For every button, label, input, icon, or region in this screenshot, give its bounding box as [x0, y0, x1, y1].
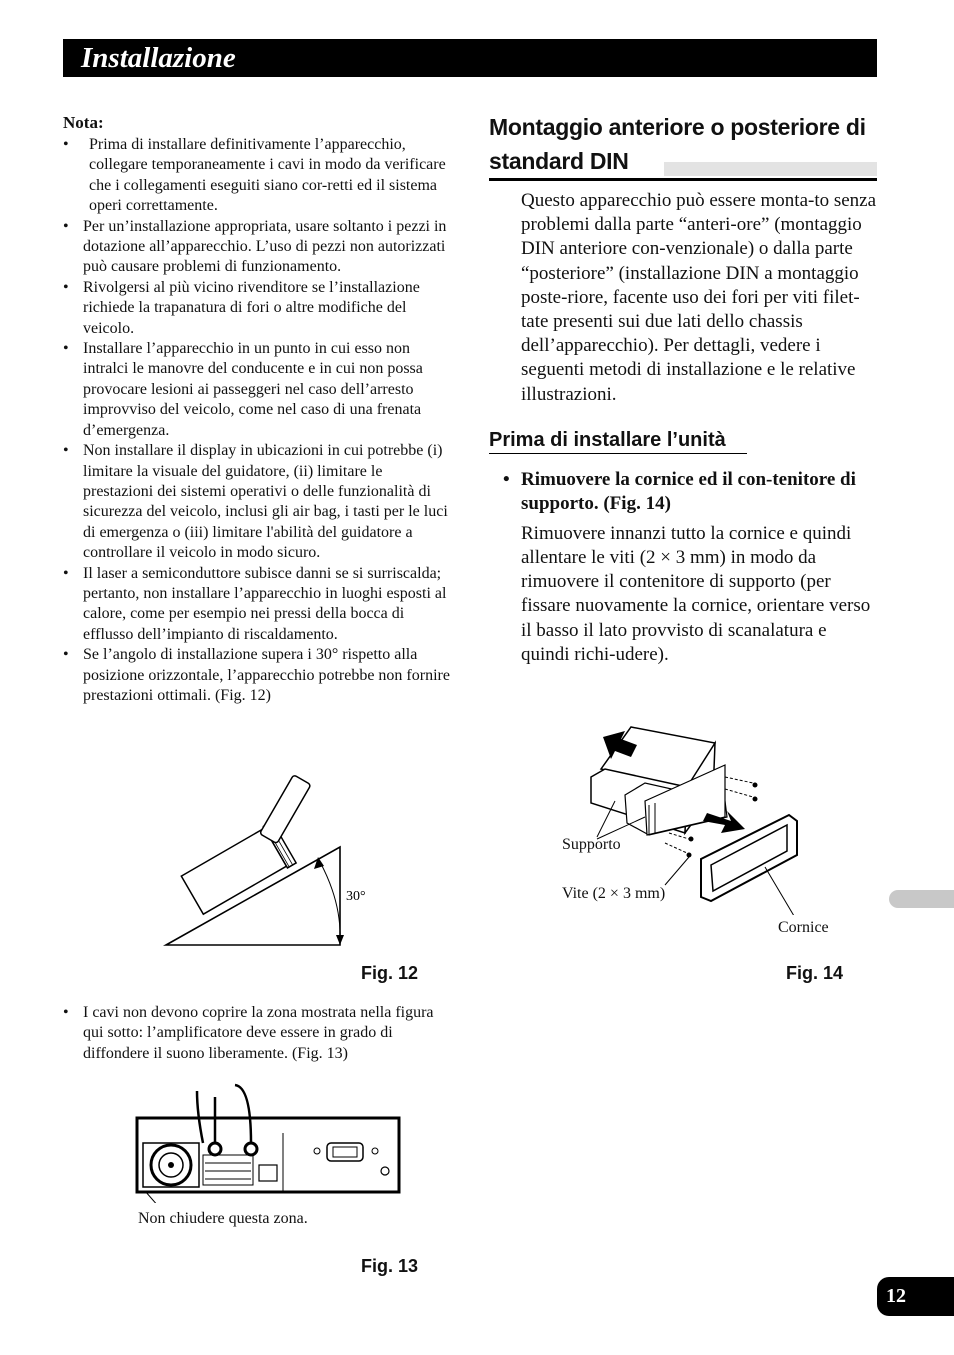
fig14-supporto: Supporto	[562, 836, 621, 853]
note-text: Non installare il display in ubicazioni in cui potrebbe (i) limitare la visuale del guidatore, (ii) limitare le prestazioni dei sistemi operativi o delle funzionalità di sicurezza del veicolo, inclusi gli air bag, i tasti per le luci di emergenza o (iii) limitare l'abilità del guidatore a controllare il veicolo in modo sicuro.	[83, 442, 448, 562]
heading-rule	[489, 178, 877, 181]
step-title-text: Rimuovere la cornice ed il con-tenitore di supporto. (Fig. 14)	[521, 468, 856, 514]
note-text: Il laser a semiconduttore subisce danni se si surriscalda; pertanto, non installare l’apparecchio in luoghi esposti al calore, come per esempio nei pressi della bocca di efflusso dell’impianto di riscaldamento.	[83, 564, 447, 643]
notes-list	[63, 135, 455, 706]
notes-column	[63, 113, 455, 706]
section-body: Questo apparecchio può essere monta-to senza problemi dalla parte “anteri-ore” (montaggio DIN anteriore con-venzionale) o dalla parte “posteriore” (installazione DIN a montaggio poste-riore, facente uso dei fori per viti filet-tate presenti sui due lati dello chassis dell’apparecchio). Per dettagli, vedere i seguenti metodi di installazione e le relative illustrazioni.	[521, 190, 877, 405]
list-item: • Rivolgersi al più vicino rivenditore se l’installazione richiede la trapanatura di fori o altre modifiche del veicolo.	[63, 278, 420, 337]
list-item: • Installare l’apparecchio in un punto in cui esso non intralci le manovre del conducente e in cui non possa provocare lesioni ai passeggeri nel caso dell’arresto improvviso del veicolo, come nel caso di una frenata d’emergenza.	[63, 340, 423, 439]
nota-label: Nota:	[63, 113, 104, 132]
list-item: • Se l’angolo di installazione supera i 30° rispetto alla posizione orizzontale, l’apparecchio potrebbe non fornire prestazioni ottimali. (Fig. 12)	[63, 646, 450, 704]
subsection-title: Prima di installare l’unità	[489, 428, 726, 451]
note-text: Prima di installare definitivamente l’apparecchio, collegare temporaneamente i cavi in modo da verificare che i collegamenti eseguiti siano cor-retti ed il sistema operi correttamente.	[89, 136, 446, 215]
list-item: • Il laser a semiconduttore subisce danni se si surriscalda; pertanto, non installare l’apparecchio in luoghi esposti al calore, come per esempio nei pressi della bocca di efflusso dell’impianto di riscaldamento.	[63, 564, 447, 643]
list-item: • Per un’installazione appropriata, usare soltanto i pezzi in dotazione all’apparecchio. L’uso di pezzi non autorizzati può causare problemi di funzionamento.	[63, 217, 447, 276]
fig13-label: Fig. 13	[361, 1256, 419, 1276]
list-item: • Prima di installare definitivamente l’apparecchio, collegare temporaneamente i cavi in modo da verificare che i collegamenti eseguiti siano cor-retti ed il sistema operi correttamente.	[63, 136, 446, 215]
subsection-rule	[489, 453, 747, 454]
fig12-label: Fig. 12	[361, 963, 419, 983]
fig14-label: Fig. 14	[786, 963, 844, 983]
fig14-cornice: Cornice	[778, 919, 829, 936]
step-body: Rimuovere innanzi tutto la cornice e quindi allentare le viti (2 × 3 mm) in modo da rimuovere il contenitore di supporto (per fissare nuovamente la cornice, orientare verso il basso il lato provvisto di scanalatura e quindi richi-udere).	[521, 522, 871, 665]
note-text: Rivolgersi al più vicino rivenditore se l’installazione richiede la trapanatura di fori o altre modifiche del veicolo.	[83, 278, 420, 337]
fig13-caption: Non chiudere questa zona.	[138, 1210, 308, 1227]
page-number: 12	[877, 1277, 954, 1316]
fig14-vite: Vite (2 × 3 mm)	[562, 885, 666, 902]
header-bar	[63, 39, 877, 77]
note-text: Per un’installazione appropriata, usare soltanto i pezzi in dotazione all’apparecchio. L’uso di pezzi non autorizzati può causare problemi di funzionamento.	[83, 217, 447, 276]
list-item: • I cavi non devono coprire la zona mostrata nella figura qui sotto: l’amplificatore deve essere in grado di diffondere il suono liberamente. (Fig. 13)	[63, 1004, 434, 1062]
cables-note-text: I cavi non devono coprire la zona mostrata nella figura qui sotto: l’amplificatore deve essere in grado di diffondere il suono liberamente. (Fig. 13)	[83, 1004, 434, 1062]
cables-note	[63, 1003, 455, 1064]
language-tab	[889, 890, 954, 908]
list-item: • Non installare il display in ubicazioni in cui potrebbe (i) limitare la visuale del guidatore, (ii) limitare le prestazioni dei sistemi operativi o delle funzionalità di sicurezza del veicolo, inclusi gli air bag, i tasti per le luci di emergenza o (iii) limitare l'abilità del guidatore a controllare il veicolo in modo sicuro.	[63, 442, 448, 562]
fig12-angle-label: 30°	[346, 889, 366, 904]
fig13-illustration	[135, 1083, 405, 1203]
fig12-illustration	[160, 775, 400, 950]
install-column	[489, 110, 877, 667]
page-title: Installazione	[81, 42, 236, 74]
note-text: Installare l’apparecchio in un punto in cui esso non intralci le manovre del conducente e in cui non possa provocare lesioni ai passeggeri nel caso dell’arresto improvviso del veicolo, come nel caso di una frenata d’emergenza.	[83, 340, 423, 439]
step-title: • Rimuovere la cornice ed il con-tenitore di supporto. (Fig. 14)	[503, 468, 856, 514]
note-text: Se l’angolo di installazione supera i 30° rispetto alla posizione orizzontale, l’apparecchio potrebbe non fornire prestazioni ottimali. (Fig. 12)	[83, 646, 450, 704]
section-title: Montaggio anteriore o posteriore di standard DIN	[489, 114, 866, 174]
